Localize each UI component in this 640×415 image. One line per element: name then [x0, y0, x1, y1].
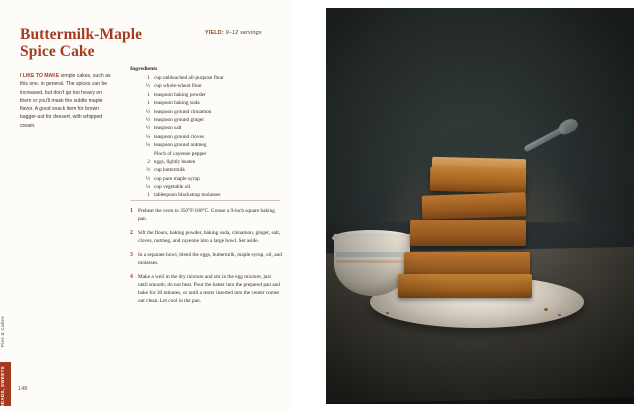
photo-crumb: [386, 312, 389, 314]
photo-crumb: [558, 314, 561, 316]
recipe-title: Buttermilk-Maple Spice Cake: [20, 26, 143, 61]
ingredient-text: teaspoon baking powder: [154, 91, 206, 98]
step-number: 3: [130, 252, 133, 259]
ingredient-text: teaspoon ground ginger: [154, 116, 205, 123]
instruction-step: [130, 207, 282, 223]
ingredient-row: [130, 118, 280, 123]
intro-lead: I LIKE TO MAKE: [20, 73, 60, 79]
side-tab-label: Pies & Cakes: [0, 316, 5, 348]
ingredient-row: [130, 152, 280, 157]
side-tab-breads-sweets[interactable]: [0, 362, 11, 412]
step-text: Sift the flours, baking powder, baking soda, cinnamon, ginger, salt, cloves, nutmeg, and cayenne into a large bowl. Set aside.: [138, 230, 281, 245]
ingredient-text: teaspoon salt: [154, 125, 182, 132]
ingredient-amount: ½: [146, 83, 150, 90]
ingredient-text: teaspoon ground cloves: [154, 133, 205, 140]
ingredient-row: [130, 126, 280, 131]
ingredient-amount: ¼: [146, 184, 150, 191]
ingredient-row: [130, 185, 280, 190]
ingredient-row: [130, 135, 280, 140]
yield-line: [205, 30, 262, 36]
side-tab-pies-cakes[interactable]: [0, 312, 11, 360]
photo-cake-square: [410, 220, 526, 246]
intro-text: simple cakes, such as this one, in general. The spices can be increased, but don't go too heavy on them or you'll mask the subtle maple flavor. A good snack item for brown bagger-ust for dessert, with whipped cream.: [20, 73, 111, 129]
ingredient-text: cup vegetable oil: [154, 184, 191, 191]
page-gutter: [292, 0, 320, 411]
ingredient-amount: 2: [147, 158, 150, 165]
photo-bowl-stripe-secondary: [336, 260, 408, 263]
ingredient-amount: ⅔: [146, 167, 150, 174]
instruction-step: [130, 251, 282, 267]
ingredient-amount: ½: [146, 125, 150, 132]
yield-label: YIELD:: [205, 30, 224, 36]
ingredient-row: [130, 160, 280, 165]
ingredients-list: [130, 76, 280, 202]
instruction-step: [130, 273, 282, 305]
ingredient-text: eggs, lightly beaten: [154, 158, 196, 165]
ingredient-text: tablespoon blackstrap molasses: [154, 192, 221, 199]
photo-cake-square: [430, 167, 527, 194]
side-tab-label: BREADS, SWEETS: [0, 366, 5, 412]
ingredient-text: teaspoon baking soda: [154, 100, 200, 107]
page-number: 148: [18, 386, 28, 392]
ingredient-amount: 1: [147, 192, 150, 199]
ingredient-amount: ¼: [146, 142, 150, 149]
ingredient-row: [130, 193, 280, 198]
step-number: 2: [130, 230, 133, 237]
ingredient-amount: 1: [147, 91, 150, 98]
recipe-intro: [20, 72, 112, 130]
step-number: 4: [130, 274, 133, 281]
ingredient-row: [130, 177, 280, 182]
step-text: Make a well in the dry mixture and stir in the egg mixture, just until smooth; do not beat. Pour the batter into the prepared pan and bake for 30 minutes, or until a tester inserted into the center comes out clean. Let cool in the pan.: [138, 274, 280, 305]
ingredient-row: [130, 76, 280, 81]
yield-value: 9–12 servings: [225, 30, 262, 36]
photo-cake-square: [422, 192, 527, 220]
ingredient-amount: ¼: [146, 133, 150, 140]
step-text: Preheat the oven to 350°F/180°C. Grease a 9-inch square baking pan.: [138, 208, 275, 223]
right-page: [320, 0, 640, 411]
photo-bowl-stripe: [336, 252, 408, 257]
instructions-list: [130, 207, 282, 311]
section-divider: [130, 200, 280, 201]
recipe-photo: [326, 8, 634, 404]
ingredient-row: [130, 168, 280, 173]
ingredients-heading: Ingredients: [130, 66, 158, 72]
ingredient-row: [130, 101, 280, 106]
ingredient-amount: ½: [146, 116, 150, 123]
ingredient-text: cup unbleached all-purpose flour: [154, 75, 224, 81]
ingredient-row: [130, 93, 280, 98]
ingredient-amount: ½: [146, 108, 150, 115]
step-text: In a separate bowl, blend the eggs, buttermilk, maple syrup, oil, and molasses.: [138, 252, 282, 267]
ingredient-amount: 1: [147, 75, 150, 81]
ingredient-amount: [130, 152, 154, 157]
ingredient-text: Pinch of cayenne pepper: [154, 150, 207, 157]
instruction-step: [130, 229, 282, 245]
step-number: 1: [130, 208, 133, 214]
photo-cake-square: [398, 274, 532, 298]
ingredient-text: cup buttermilk: [154, 167, 186, 174]
left-page: [0, 0, 292, 411]
ingredient-row: [130, 143, 280, 148]
ingredient-amount: ½: [146, 175, 150, 182]
ingredient-row: [130, 110, 280, 115]
ingredient-row: [130, 84, 280, 89]
ingredient-text: teaspoon ground nutmeg: [154, 142, 207, 149]
photo-crumb: [544, 308, 548, 311]
ingredient-text: teaspoon ground cinnamon: [154, 108, 212, 115]
ingredient-text: cup pure maple syrup: [154, 175, 200, 182]
ingredient-amount: 1: [147, 100, 150, 107]
ingredient-text: cup whole-wheat flour: [154, 83, 202, 90]
